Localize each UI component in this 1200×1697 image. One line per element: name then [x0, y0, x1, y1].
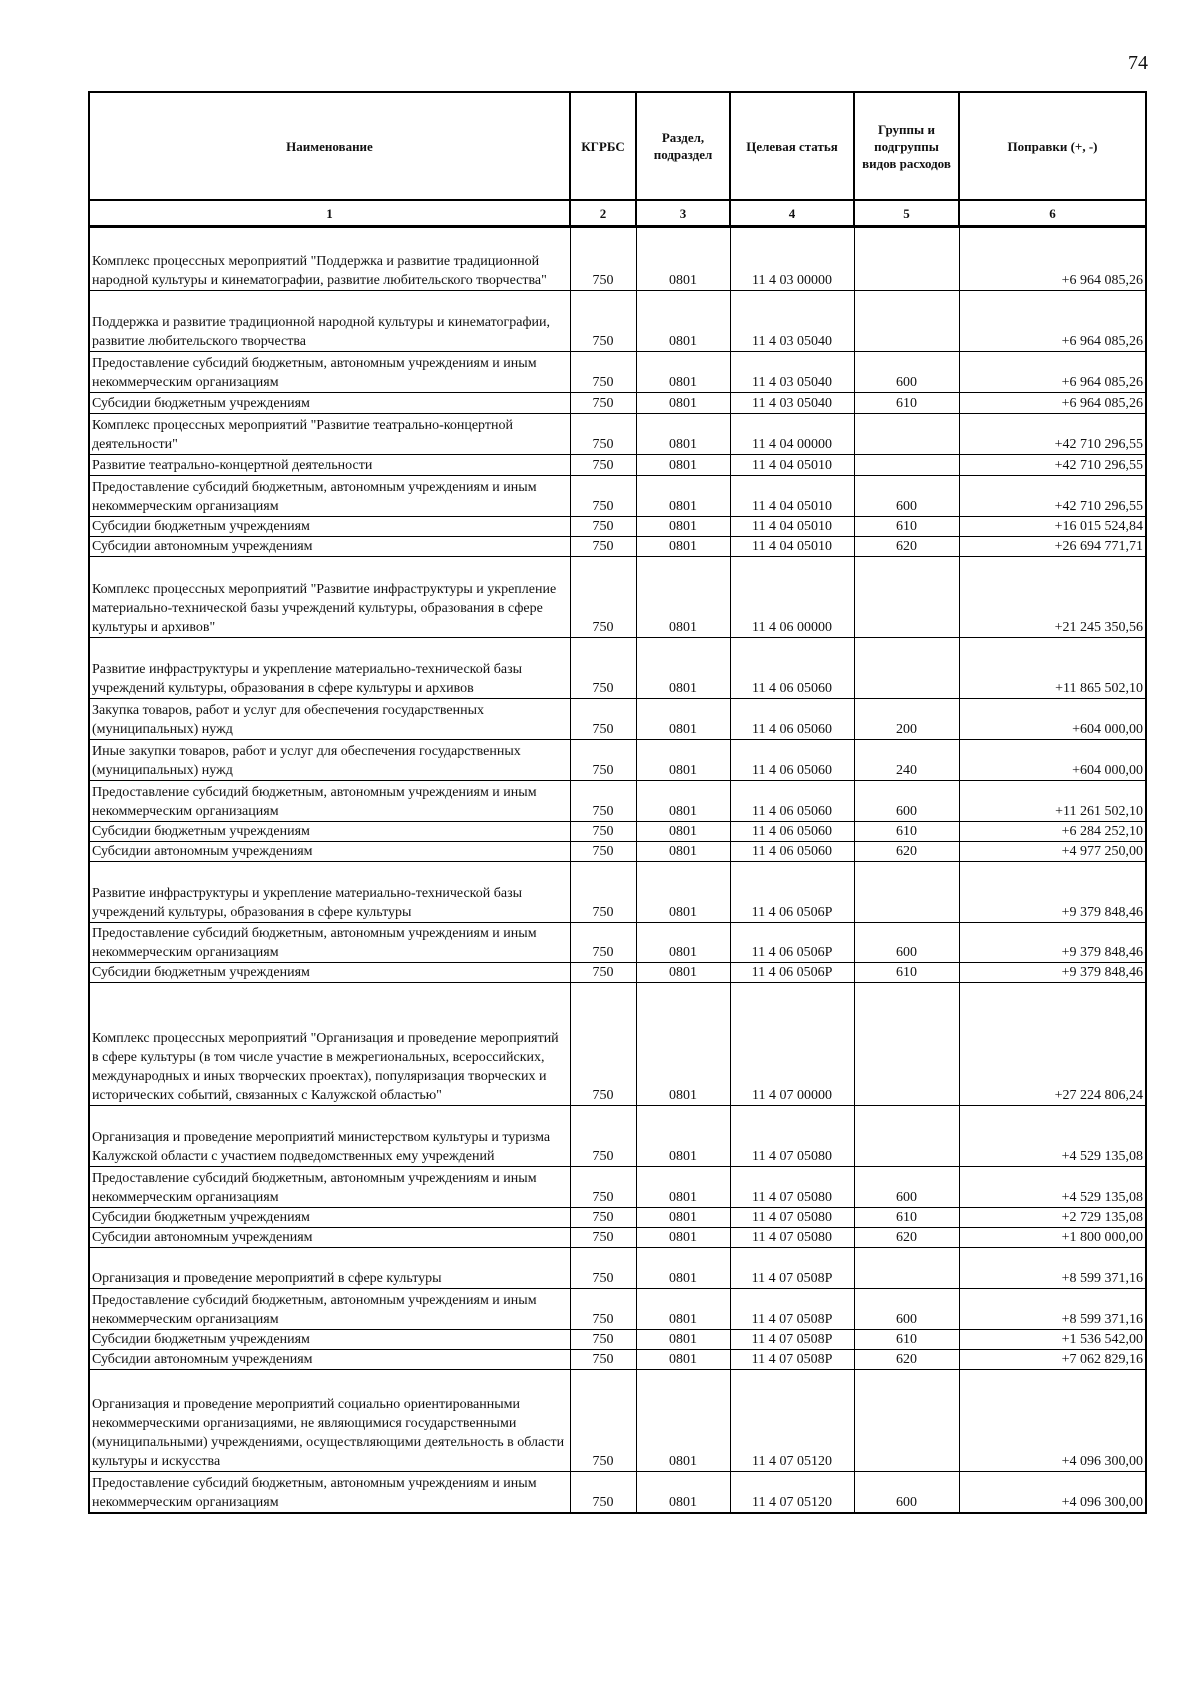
row-name-cell: Поддержка и развитие традиционной народной культуры и кинематографии, развитие любительского творчества: [89, 291, 570, 352]
row-target-article-cell: 11 4 07 00000: [730, 983, 854, 1106]
header-amendments: Поправки (+, -): [959, 92, 1146, 200]
row-name-cell: Развитие инфраструктуры и укрепление материально-технической базы учреждений культуры, образования в сфере культуры: [89, 862, 570, 923]
row-name-cell: Иные закупки товаров, работ и услуг для обеспечения государственных (муниципальных) нужд: [89, 740, 570, 781]
row-target-article-cell: 11 4 06 05060: [730, 740, 854, 781]
row-section-cell: 0801: [636, 414, 730, 455]
row-kgrbs-cell: 750: [570, 638, 636, 699]
row-kgrbs-cell: 750: [570, 740, 636, 781]
row-kgrbs-cell: 750: [570, 352, 636, 393]
table-row: [89, 455, 1146, 476]
row-kgrbs-cell: 750: [570, 842, 636, 862]
row-amount-cell: +21 245 350,56: [959, 557, 1146, 638]
row-target-article-cell: 11 4 03 05040: [730, 352, 854, 393]
header-section: Раздел, подраздел: [636, 92, 730, 200]
row-name-cell: Организация и проведение мероприятий социально ориентированными некоммерческими организациями, не являющимися государственными (муниципальными) учреждениями, осуществляющими деятельность в области культуры и искусства: [89, 1370, 570, 1472]
row-section-cell: 0801: [636, 923, 730, 963]
row-amount-cell: +604 000,00: [959, 699, 1146, 740]
header-kgrbs: КГРБС: [570, 92, 636, 200]
row-section-cell: 0801: [636, 352, 730, 393]
row-expense-type-cell: 600: [854, 1472, 959, 1513]
row-amount-cell: +42 710 296,55: [959, 476, 1146, 517]
row-section-cell: 0801: [636, 455, 730, 476]
row-kgrbs-cell: 750: [570, 537, 636, 557]
row-target-article-cell: 11 4 03 05040: [730, 291, 854, 352]
row-name-cell: Предоставление субсидий бюджетным, автономным учреждениям и иным некоммерческим организациям: [89, 352, 570, 393]
table-row: [89, 1370, 1146, 1472]
row-target-article-cell: 11 4 07 0508Р: [730, 1350, 854, 1370]
row-expense-type-cell: [854, 455, 959, 476]
table-row: [89, 963, 1146, 983]
table-row: [89, 983, 1146, 1106]
row-amount-cell: +6 964 085,26: [959, 393, 1146, 414]
row-amount-cell: +6 964 085,26: [959, 291, 1146, 352]
row-expense-type-cell: [854, 862, 959, 923]
row-target-article-cell: 11 4 06 0506Р: [730, 963, 854, 983]
row-target-article-cell: 11 4 04 05010: [730, 517, 854, 537]
row-name-cell: Развитие инфраструктуры и укрепление материально-технической базы учреждений культуры, образования в сфере культуры и архивов: [89, 638, 570, 699]
row-section-cell: 0801: [636, 1370, 730, 1472]
row-name-cell: Предоставление субсидий бюджетным, автономным учреждениям и иным некоммерческим организациям: [89, 476, 570, 517]
row-kgrbs-cell: 750: [570, 517, 636, 537]
row-expense-type-cell: 610: [854, 1330, 959, 1350]
row-section-cell: 0801: [636, 699, 730, 740]
row-amount-cell: +6 964 085,26: [959, 227, 1146, 291]
row-name-cell: Организация и проведение мероприятий министерством культуры и туризма Калужской области с участием подведомственных ему учреждений: [89, 1106, 570, 1167]
row-target-article-cell: 11 4 06 05060: [730, 699, 854, 740]
row-amount-cell: +6 284 252,10: [959, 822, 1146, 842]
row-target-article-cell: 11 4 06 05060: [730, 781, 854, 822]
row-section-cell: 0801: [636, 227, 730, 291]
table-row: [89, 781, 1146, 822]
row-kgrbs-cell: 750: [570, 455, 636, 476]
column-number: 5: [854, 200, 959, 227]
page-number: 74: [1128, 52, 1148, 74]
row-name-cell: Предоставление субсидий бюджетным, автономным учреждениям и иным некоммерческим организациям: [89, 1167, 570, 1208]
row-name-cell: Субсидии бюджетным учреждениям: [89, 393, 570, 414]
row-kgrbs-cell: 750: [570, 822, 636, 842]
row-kgrbs-cell: 750: [570, 476, 636, 517]
row-expense-type-cell: 610: [854, 517, 959, 537]
row-target-article-cell: 11 4 06 05060: [730, 842, 854, 862]
row-section-cell: 0801: [636, 842, 730, 862]
table-row: [89, 1350, 1146, 1370]
table-row: [89, 699, 1146, 740]
table-row: [89, 822, 1146, 842]
row-kgrbs-cell: 750: [570, 1167, 636, 1208]
row-amount-cell: +1 536 542,00: [959, 1330, 1146, 1350]
row-amount-cell: +27 224 806,24: [959, 983, 1146, 1106]
row-target-article-cell: 11 4 04 05010: [730, 537, 854, 557]
row-expense-type-cell: 600: [854, 923, 959, 963]
row-kgrbs-cell: 750: [570, 1208, 636, 1228]
row-kgrbs-cell: 750: [570, 781, 636, 822]
row-target-article-cell: 11 4 07 0508Р: [730, 1330, 854, 1350]
column-number: 1: [89, 200, 570, 227]
column-number: 4: [730, 200, 854, 227]
row-amount-cell: +7 062 829,16: [959, 1350, 1146, 1370]
row-amount-cell: +9 379 848,46: [959, 923, 1146, 963]
row-target-article-cell: 11 4 07 0508Р: [730, 1248, 854, 1289]
row-expense-type-cell: 600: [854, 352, 959, 393]
table-header: [89, 92, 1146, 227]
row-section-cell: 0801: [636, 1106, 730, 1167]
row-section-cell: 0801: [636, 781, 730, 822]
row-amount-cell: +4 529 135,08: [959, 1167, 1146, 1208]
row-name-cell: Субсидии автономным учреждениям: [89, 1350, 570, 1370]
row-section-cell: 0801: [636, 1248, 730, 1289]
row-expense-type-cell: 620: [854, 537, 959, 557]
table-body: [89, 227, 1146, 1513]
row-kgrbs-cell: 750: [570, 1289, 636, 1330]
row-section-cell: 0801: [636, 1289, 730, 1330]
row-expense-type-cell: 610: [854, 822, 959, 842]
row-kgrbs-cell: 750: [570, 557, 636, 638]
row-expense-type-cell: [854, 638, 959, 699]
row-expense-type-cell: [854, 414, 959, 455]
row-kgrbs-cell: 750: [570, 862, 636, 923]
row-name-cell: Организация и проведение мероприятий в сфере культуры: [89, 1248, 570, 1289]
table-row: [89, 842, 1146, 862]
row-section-cell: 0801: [636, 476, 730, 517]
row-amount-cell: +42 710 296,55: [959, 414, 1146, 455]
table-row: [89, 537, 1146, 557]
row-kgrbs-cell: 750: [570, 1472, 636, 1513]
row-kgrbs-cell: 750: [570, 291, 636, 352]
row-amount-cell: +8 599 371,16: [959, 1289, 1146, 1330]
row-name-cell: Субсидии бюджетным учреждениям: [89, 1208, 570, 1228]
row-amount-cell: +1 800 000,00: [959, 1228, 1146, 1248]
row-target-article-cell: 11 4 04 05010: [730, 455, 854, 476]
table-row: [89, 1330, 1146, 1350]
table-row: [89, 476, 1146, 517]
row-expense-type-cell: 600: [854, 1167, 959, 1208]
row-amount-cell: +604 000,00: [959, 740, 1146, 781]
row-expense-type-cell: 610: [854, 393, 959, 414]
row-name-cell: Субсидии бюджетным учреждениям: [89, 822, 570, 842]
row-name-cell: Предоставление субсидий бюджетным, автономным учреждениям и иным некоммерческим организациям: [89, 781, 570, 822]
row-expense-type-cell: 620: [854, 842, 959, 862]
row-section-cell: 0801: [636, 1350, 730, 1370]
header-name: Наименование: [89, 92, 570, 200]
row-section-cell: 0801: [636, 822, 730, 842]
row-target-article-cell: 11 4 06 05060: [730, 822, 854, 842]
table-row: [89, 1289, 1146, 1330]
row-name-cell: Предоставление субсидий бюджетным, автономным учреждениям и иным некоммерческим организациям: [89, 1289, 570, 1330]
table-row: [89, 923, 1146, 963]
row-name-cell: Субсидии автономным учреждениям: [89, 537, 570, 557]
row-amount-cell: +2 729 135,08: [959, 1208, 1146, 1228]
row-kgrbs-cell: 750: [570, 393, 636, 414]
row-section-cell: 0801: [636, 393, 730, 414]
row-amount-cell: +4 096 300,00: [959, 1370, 1146, 1472]
row-target-article-cell: 11 4 07 05080: [730, 1208, 854, 1228]
row-target-article-cell: 11 4 07 05080: [730, 1228, 854, 1248]
header-target-article: Целевая статья: [730, 92, 854, 200]
row-target-article-cell: 11 4 06 0506Р: [730, 862, 854, 923]
row-target-article-cell: 11 4 03 05040: [730, 393, 854, 414]
table-row: [89, 227, 1146, 291]
row-kgrbs-cell: 750: [570, 1370, 636, 1472]
table-row: [89, 1228, 1146, 1248]
row-kgrbs-cell: 750: [570, 1106, 636, 1167]
row-expense-type-cell: [854, 1106, 959, 1167]
row-section-cell: 0801: [636, 537, 730, 557]
row-expense-type-cell: 610: [854, 963, 959, 983]
row-name-cell: Субсидии бюджетным учреждениям: [89, 1330, 570, 1350]
row-section-cell: 0801: [636, 862, 730, 923]
row-name-cell: Комплекс процессных мероприятий "Организация и проведение мероприятий в сфере культуры (в том числе участие в межрегиональных, всероссийских, международных и иных творческих проектах), популяризация творческих и исторических событий, связанных с Калужской областью": [89, 983, 570, 1106]
table-row: [89, 291, 1146, 352]
row-name-cell: Комплекс процессных мероприятий "Развитие театрально-концертной деятельности": [89, 414, 570, 455]
row-target-article-cell: 11 4 03 00000: [730, 227, 854, 291]
table-row: [89, 393, 1146, 414]
row-kgrbs-cell: 750: [570, 963, 636, 983]
row-target-article-cell: 11 4 04 00000: [730, 414, 854, 455]
row-amount-cell: +4 529 135,08: [959, 1106, 1146, 1167]
row-expense-type-cell: [854, 557, 959, 638]
row-name-cell: Предоставление субсидий бюджетным, автономным учреждениям и иным некоммерческим организациям: [89, 923, 570, 963]
column-number: 6: [959, 200, 1146, 227]
row-amount-cell: +11 261 502,10: [959, 781, 1146, 822]
row-expense-type-cell: 200: [854, 699, 959, 740]
row-name-cell: Субсидии бюджетным учреждениям: [89, 963, 570, 983]
row-section-cell: 0801: [636, 740, 730, 781]
row-kgrbs-cell: 750: [570, 1330, 636, 1350]
row-target-article-cell: 11 4 07 05080: [730, 1167, 854, 1208]
row-expense-type-cell: 610: [854, 1208, 959, 1228]
row-kgrbs-cell: 750: [570, 983, 636, 1106]
table-row: [89, 1167, 1146, 1208]
table-row: [89, 1106, 1146, 1167]
row-kgrbs-cell: 750: [570, 227, 636, 291]
row-amount-cell: +26 694 771,71: [959, 537, 1146, 557]
row-name-cell: Развитие театрально-концертной деятельности: [89, 455, 570, 476]
column-number: 2: [570, 200, 636, 227]
row-section-cell: 0801: [636, 291, 730, 352]
row-name-cell: Комплекс процессных мероприятий "Поддержка и развитие традиционной народной культуры и кинематографии, развитие любительского творчества": [89, 227, 570, 291]
row-kgrbs-cell: 750: [570, 414, 636, 455]
column-number: 3: [636, 200, 730, 227]
row-section-cell: 0801: [636, 1228, 730, 1248]
row-target-article-cell: 11 4 07 05120: [730, 1472, 854, 1513]
row-section-cell: 0801: [636, 517, 730, 537]
row-target-article-cell: 11 4 06 05060: [730, 638, 854, 699]
row-target-article-cell: 11 4 07 05080: [730, 1106, 854, 1167]
row-section-cell: 0801: [636, 983, 730, 1106]
row-target-article-cell: 11 4 07 05120: [730, 1370, 854, 1472]
row-expense-type-cell: [854, 983, 959, 1106]
row-expense-type-cell: [854, 291, 959, 352]
row-expense-type-cell: [854, 1370, 959, 1472]
row-section-cell: 0801: [636, 638, 730, 699]
table-row: [89, 414, 1146, 455]
row-amount-cell: +16 015 524,84: [959, 517, 1146, 537]
table-row: [89, 1248, 1146, 1289]
row-name-cell: Субсидии автономным учреждениям: [89, 842, 570, 862]
row-section-cell: 0801: [636, 1330, 730, 1350]
table-row: [89, 740, 1146, 781]
row-expense-type-cell: [854, 227, 959, 291]
row-target-article-cell: 11 4 06 00000: [730, 557, 854, 638]
table-row: [89, 1208, 1146, 1228]
row-name-cell: Предоставление субсидий бюджетным, автономным учреждениям и иным некоммерческим организациям: [89, 1472, 570, 1513]
row-amount-cell: +9 379 848,46: [959, 963, 1146, 983]
row-section-cell: 0801: [636, 1208, 730, 1228]
row-section-cell: 0801: [636, 1167, 730, 1208]
row-expense-type-cell: 620: [854, 1228, 959, 1248]
row-name-cell: Субсидии бюджетным учреждениям: [89, 517, 570, 537]
row-section-cell: 0801: [636, 1472, 730, 1513]
row-name-cell: Субсидии автономным учреждениям: [89, 1228, 570, 1248]
row-amount-cell: +4 977 250,00: [959, 842, 1146, 862]
budget-amendments-table: [88, 91, 1147, 1514]
row-expense-type-cell: 600: [854, 476, 959, 517]
row-expense-type-cell: 620: [854, 1350, 959, 1370]
row-amount-cell: +6 964 085,26: [959, 352, 1146, 393]
row-name-cell: Закупка товаров, работ и услуг для обеспечения государственных (муниципальных) нужд: [89, 699, 570, 740]
table-row: [89, 557, 1146, 638]
table-row: [89, 352, 1146, 393]
row-name-cell: Комплекс процессных мероприятий "Развитие инфраструктуры и укрепление материально-технической базы учреждений культуры, образования в сфере культуры и архивов": [89, 557, 570, 638]
row-target-article-cell: 11 4 06 0506Р: [730, 923, 854, 963]
row-expense-type-cell: 600: [854, 1289, 959, 1330]
table-row: [89, 862, 1146, 923]
row-amount-cell: +4 096 300,00: [959, 1472, 1146, 1513]
row-section-cell: 0801: [636, 963, 730, 983]
row-kgrbs-cell: 750: [570, 699, 636, 740]
table-row: [89, 1472, 1146, 1513]
table-row: [89, 638, 1146, 699]
header-expense-groups: Группы и подгруппы видов расходов: [854, 92, 959, 200]
row-expense-type-cell: 600: [854, 781, 959, 822]
row-amount-cell: +9 379 848,46: [959, 862, 1146, 923]
row-section-cell: 0801: [636, 557, 730, 638]
row-expense-type-cell: [854, 1248, 959, 1289]
row-kgrbs-cell: 750: [570, 1228, 636, 1248]
table-row: [89, 517, 1146, 537]
row-amount-cell: +42 710 296,55: [959, 455, 1146, 476]
row-kgrbs-cell: 750: [570, 1248, 636, 1289]
row-kgrbs-cell: 750: [570, 923, 636, 963]
row-target-article-cell: 11 4 07 0508Р: [730, 1289, 854, 1330]
row-expense-type-cell: 240: [854, 740, 959, 781]
row-amount-cell: +8 599 371,16: [959, 1248, 1146, 1289]
row-amount-cell: +11 865 502,10: [959, 638, 1146, 699]
row-target-article-cell: 11 4 04 05010: [730, 476, 854, 517]
row-kgrbs-cell: 750: [570, 1350, 636, 1370]
